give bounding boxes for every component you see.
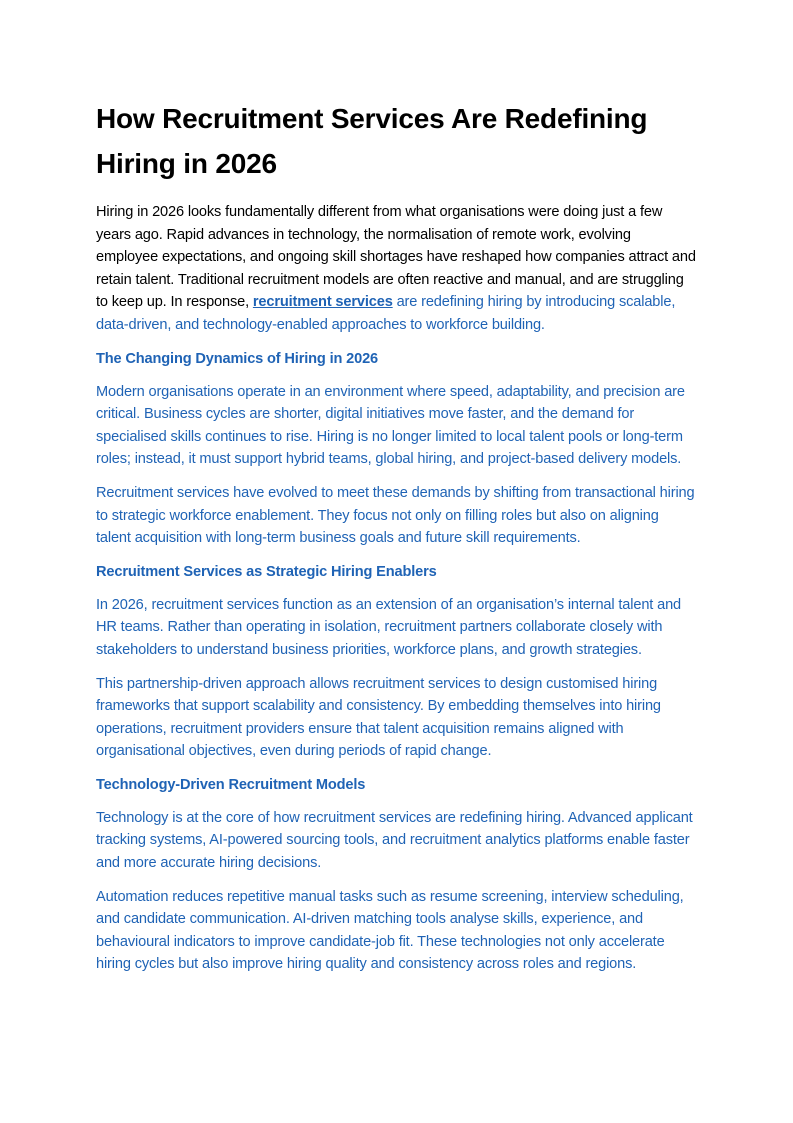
paragraph-strategic-enablers-1: In 2026, recruitment services function as an extension of an organisation’s internal talent and HR teams. Rather than operating in isolation, recruitment partners collaborate closely with stakeholders to understand business priorities, workforce plans, and growth strategies. — [96, 596, 681, 658]
intro-text-after-link: are redefining hiring by introducing scalable, data-driven, and technology-enabled approaches to workforce building. — [96, 294, 676, 333]
paragraph-technology-driven-2: Automation reduces repetitive manual tasks such as resume screening, interview scheduling, and candidate communication. AI-driven matching tools analyse skills, experience, and behavioural indicators to improve candidate-job fit. These technologies not only accelerate hiring cycles but also improve hiring quality and consistency across roles and regions. — [96, 888, 684, 973]
intro-text-before-link: Hiring in 2026 looks fundamentally different from what organisations were doing just a few years ago. Rapid advances in technology, the normalisation of remote work, evolving employee expectations, and ongoing skill shortages have reshaped how companies attract and retain talent. Traditional recruitment models are often reactive and manual, and are struggling to keep up. In response, — [96, 204, 696, 311]
section-heading-technology-driven: Technology-Driven Recruitment Models — [96, 776, 366, 793]
paragraph-changing-dynamics-1: Modern organisations operate in an environment where speed, adaptability, and precision are critical. Business cycles are shorter, digital initiatives move faster, and the demand for specialised skills continues to rise. Hiring is no longer limited to local talent pools or long-term roles; instead, it must support hybrid teams, global hiring, and project-based delivery models. — [96, 383, 685, 468]
document-title: How Recruitment Services Are Redefining Hiring in 2026 — [96, 103, 648, 179]
paragraph-changing-dynamics-2: Recruitment services have evolved to meet these demands by shifting from transactional hiring to strategic workforce enablement. They focus not only on filling roles but also on aligning talent acquisition with long-term business goals and future skill requirements. — [96, 484, 695, 547]
intro-paragraph — [96, 201, 696, 337]
paragraph-technology-driven-1: Technology is at the core of how recruitment services are redefining hiring. Advanced applicant tracking systems, AI-powered sourcing tools, and recruitment analytics platforms enable faster and more accurate hiring decisions. — [96, 809, 693, 872]
recruitment-services-link[interactable]: recruitment services — [252, 294, 393, 311]
section-heading-changing-dynamics: The Changing Dynamics of Hiring in 2026 — [96, 350, 379, 367]
section-heading-strategic-enablers: Recruitment Services as Strategic Hiring Enablers — [96, 563, 437, 580]
document-page — [96, 96, 696, 976]
paragraph-strategic-enablers-2: This partnership-driven approach allows recruitment services to design customised hiring frameworks that support scalability and consistency. By embedding themselves into hiring operations, recruitment providers ensure that talent acquisition remains aligned with organisational objectives, even during periods of rapid change. — [96, 675, 661, 760]
